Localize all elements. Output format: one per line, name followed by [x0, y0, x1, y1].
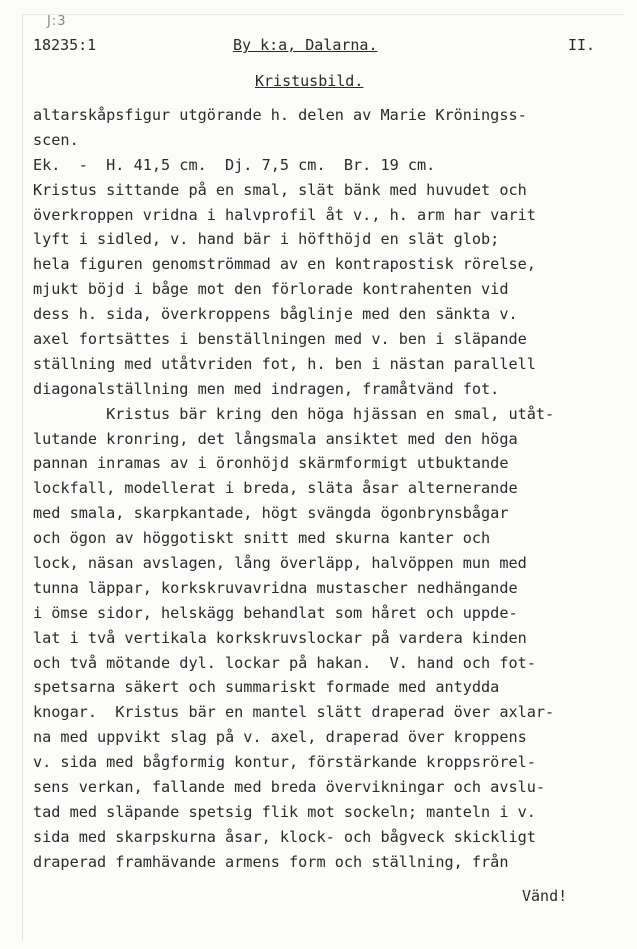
- text-line: med smala, skarpkantade, högt svängda ögonbrynsbågar: [33, 504, 509, 523]
- text-line: lutande kronring, det långsmala ansiktet med den höga: [33, 429, 518, 448]
- text-line: Kristus sittande på en smal, slät bänk med huvudet och: [33, 180, 527, 199]
- text-line: v. sida med bågformig kontur, förstärkande kroppsrörel-: [33, 753, 536, 772]
- text-line: lat i två vertikala korkskruvslockar på vardera kinden: [33, 628, 527, 647]
- text-line: spetsarna säkert och summariskt formade med antydda: [33, 678, 500, 697]
- text-line: och ögon av höggotiskt snitt med skurna kanter och: [33, 529, 491, 548]
- text-line: lyft i sidled, v. hand bär i höfthöjd en slät glob;: [33, 230, 500, 249]
- text-line: na med uppvikt slag på v. axel, draperad över kroppens: [33, 728, 527, 747]
- text-line: scen.: [33, 130, 79, 149]
- text-line: sens verkan, fallande med breda övervikningar och avslu-: [33, 778, 546, 797]
- object-title: Kristusbild.: [255, 72, 364, 90]
- text-line: sida med skarpskurna åsar, klock- och bågveck skickligt: [33, 827, 536, 846]
- text-line: tad med släpande spetsig flik mot sockeln; manteln i v.: [33, 802, 536, 821]
- place-heading: By k:a, Dalarna.: [233, 36, 378, 54]
- text-line: axel fortsättes i benställningen med v. ben i släpande: [33, 330, 527, 349]
- text-line: mjukt böjd i båge mot den förlorade kontrahenten vid: [33, 280, 509, 299]
- pencil-annotation: J:3: [47, 14, 67, 29]
- text-line: pannan inramas av i öronhöjd skärmformigt utbuktande: [33, 454, 509, 473]
- text-line: Ek. - H. 41,5 cm. Dj. 7,5 cm. Br. 19 cm.: [33, 155, 436, 174]
- text-line: i ömse sidor, helskägg behandlat som håret och uppde-: [33, 603, 518, 622]
- text-line: diagonalställning men med indragen, framåtvänd fot.: [33, 379, 500, 398]
- turn-over-note: Vänd!: [522, 887, 568, 905]
- card-number: II.: [568, 36, 596, 54]
- text-line: överkroppen vridna i halvprofil åt v., h. arm har varit: [33, 205, 536, 224]
- catalog-number: 18235:1: [33, 36, 97, 54]
- description-text: [33, 103, 633, 875]
- text-line: och två mötande dyl. lockar på hakan. V. hand och fot-: [33, 653, 536, 672]
- text-line: tunna läppar, korkskruvavridna mustascher nedhängande: [33, 578, 518, 597]
- text-line: ställning med utåtvriden fot, h. ben i nästan parallell: [33, 354, 536, 373]
- text-line: knogar. Kristus bär en mantel slätt draperad över axlar-: [33, 703, 555, 722]
- text-line: hela figuren genomströmmad av en kontrapostisk rörelse,: [33, 255, 536, 274]
- text-line: draperad framhävande armens form och ställning, från: [33, 852, 509, 871]
- text-line: lock, näsan avslagen, lång överläpp, halvöppen mun med: [33, 554, 527, 573]
- text-line: lockfall, modellerat i breda, släta åsar alternerande: [33, 479, 518, 498]
- text-line: dess h. sida, överkroppens båglinje med den sänkta v.: [33, 305, 518, 324]
- text-line: Kristus bär kring den höga hjässan en smal, utåt-: [33, 404, 555, 423]
- text-line: altarskåpsfigur utgörande h. delen av Marie Kröningss-: [33, 106, 527, 124]
